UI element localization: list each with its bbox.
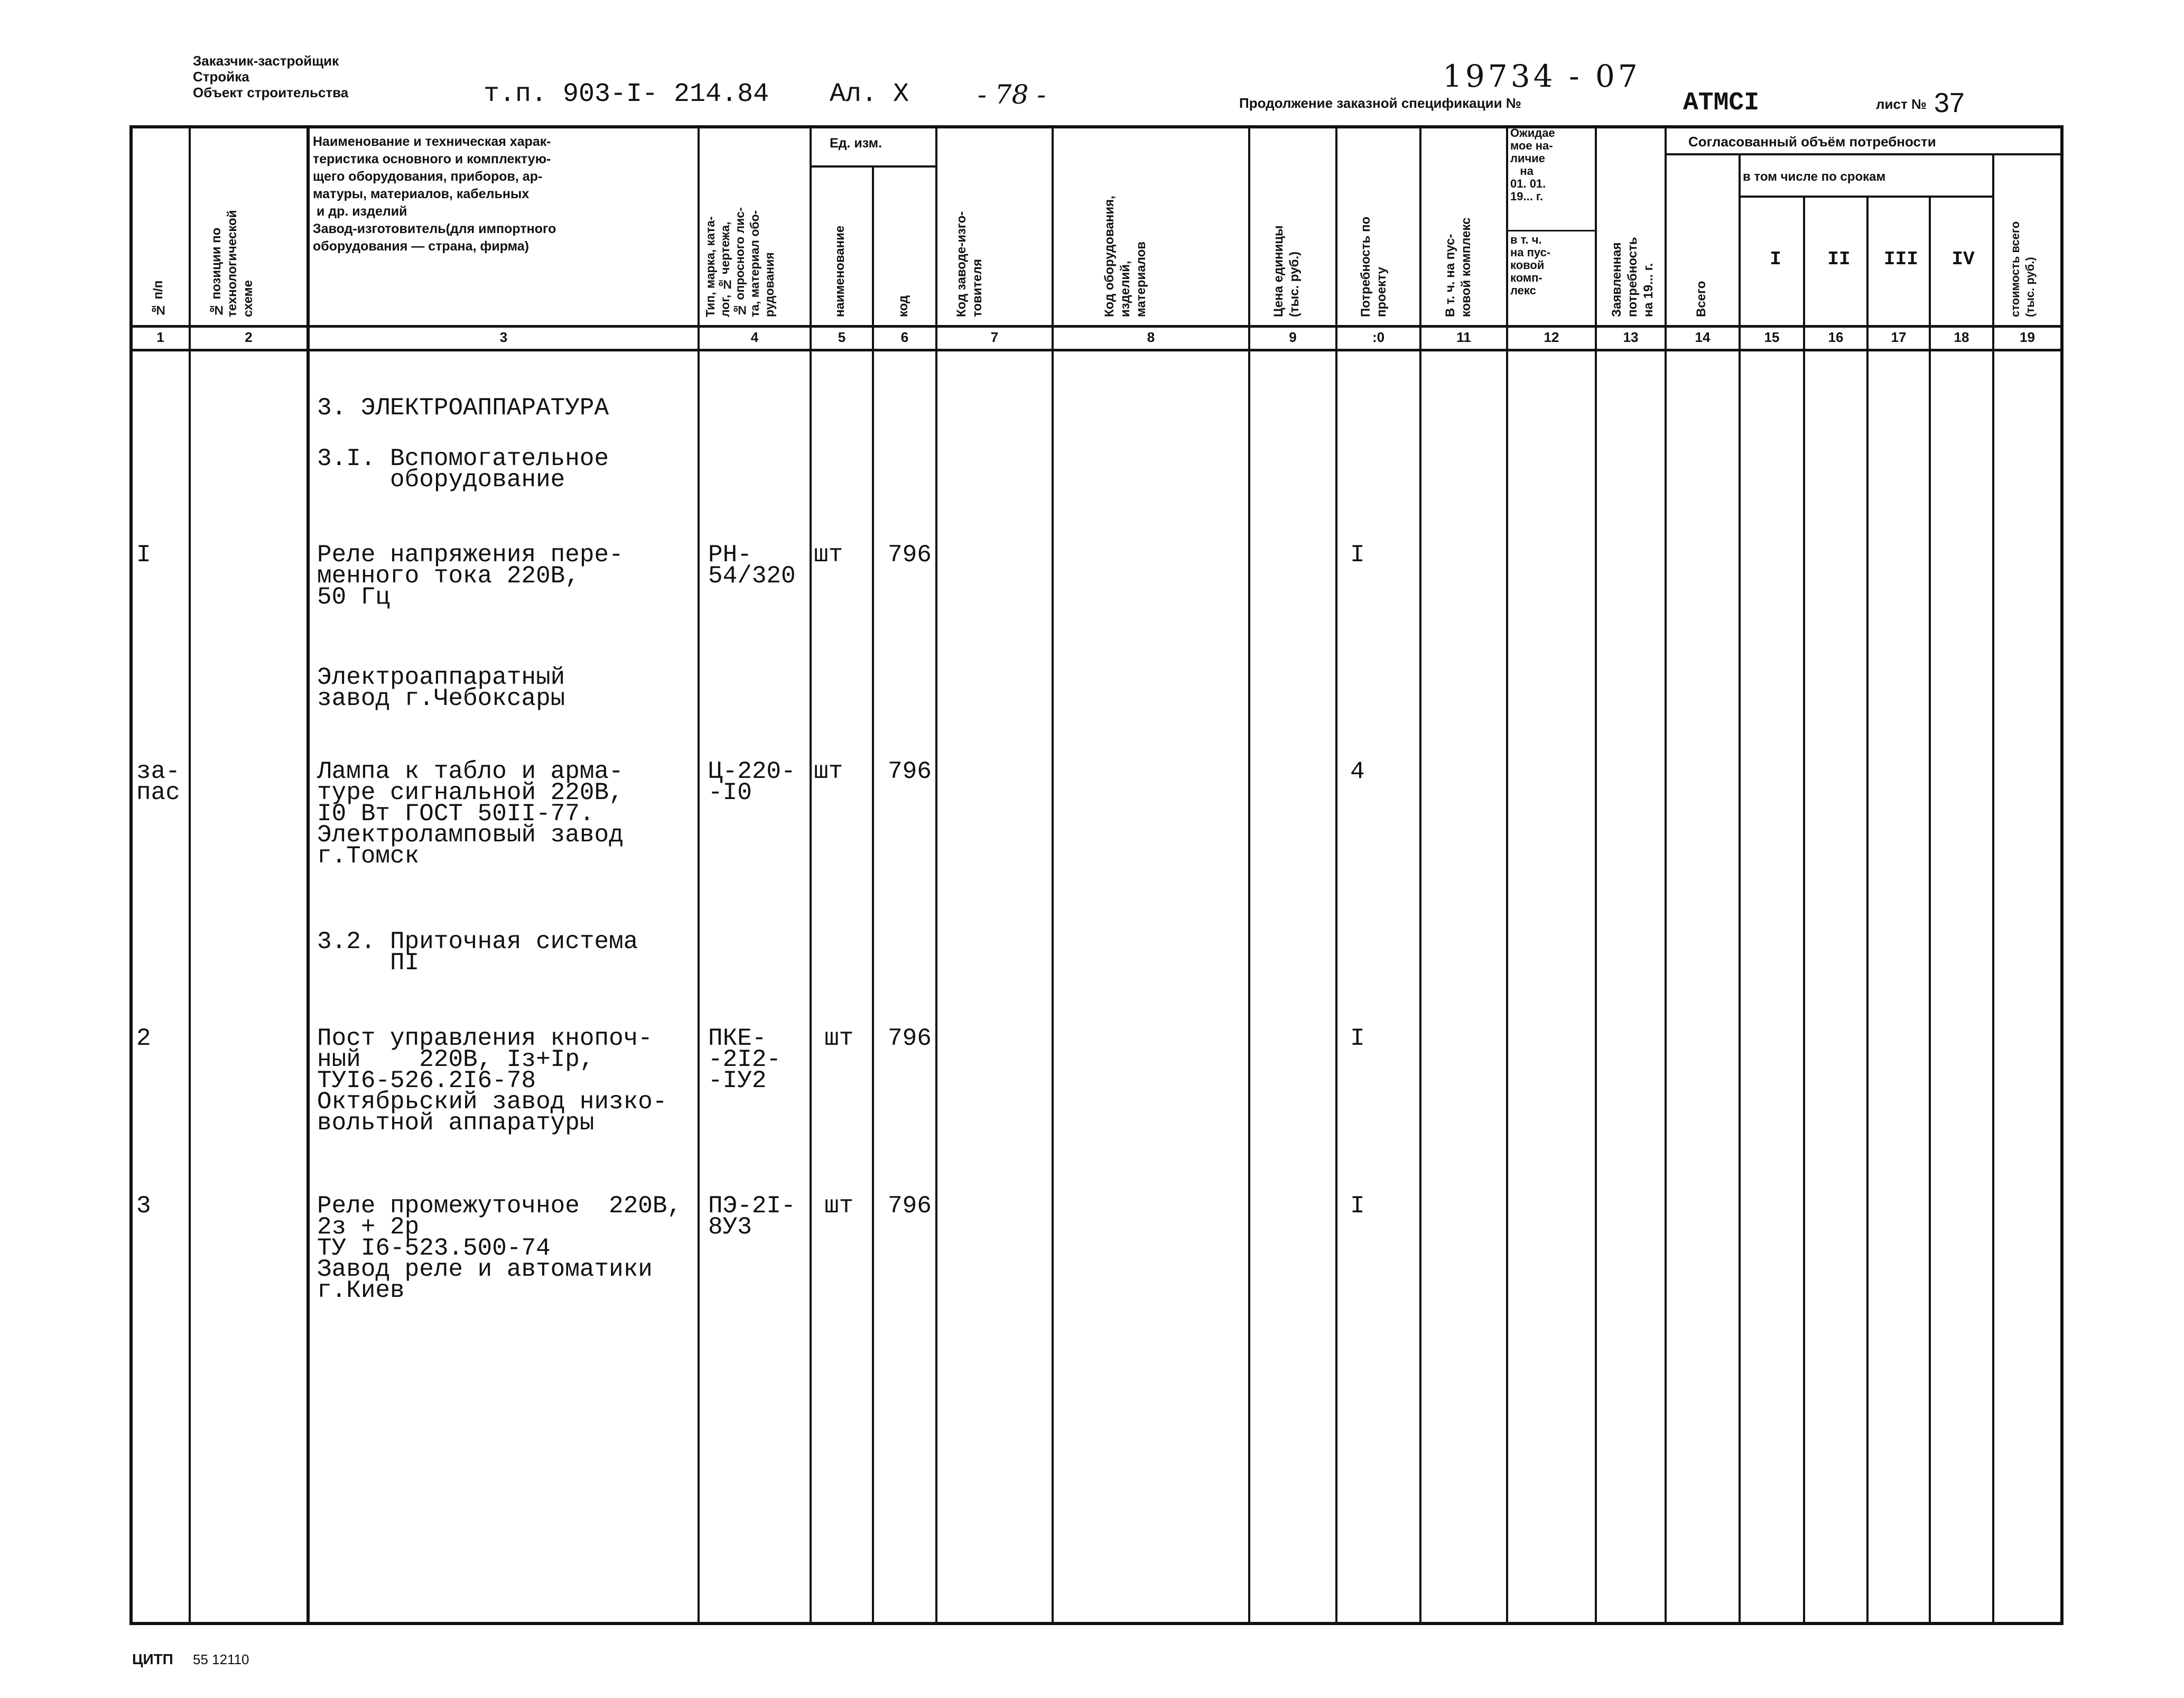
item-unit: шт <box>824 1192 854 1220</box>
col-number: 13 <box>1623 329 1639 345</box>
row-number: I <box>136 541 151 569</box>
term-group-line <box>1739 196 1993 198</box>
header-bottom-line <box>129 325 2064 328</box>
header-startup-complex: В т. ч. на пус- ковой комплекс <box>1443 217 1473 317</box>
col-sep <box>1052 125 1054 1625</box>
item-quantity: I <box>1350 1192 1365 1220</box>
col-number: 9 <box>1289 329 1297 345</box>
subsection-title: 3.2. Приточная система ПI <box>317 928 638 977</box>
header-name-description: Наименование и техническая харак- теристика основного и комплектую- щего оборудования, приборов, ар- матуры, материалов, кабельных и др. изделий Завод-изготовитель(для импортного оборудования — страна, фирма) <box>313 134 556 254</box>
spec-label: Продолжение заказной спецификации № <box>1239 95 1521 111</box>
sheet-label: лист № <box>1876 96 1927 112</box>
header-unit-group: Ед. изм. <box>830 136 882 151</box>
doc-number: 19734 - 07 <box>1443 58 1641 94</box>
table-top-border <box>129 125 2064 128</box>
col-number: 4 <box>750 329 759 345</box>
col-number: 14 <box>1695 329 1711 345</box>
item-unit-code: 796 <box>888 1192 932 1220</box>
item-unit: шт <box>814 541 843 569</box>
item-unit-code: 796 <box>888 1025 932 1052</box>
header-agreed-group: Согласованный объём потребности <box>1688 134 1936 150</box>
col-sep <box>189 125 191 1625</box>
header-plant-code: Код заводе-изго- товителя <box>954 211 984 317</box>
footer-org: ЦИТП <box>132 1651 173 1667</box>
item-name: Лампа к табло и арма- туре сигнальной 220В, I0 Вт ГОСТ 50II-77. Электроламповый завод г.Томск <box>317 758 624 870</box>
header-unit-code: код <box>896 295 910 317</box>
item-name: Реле промежуточное 220В, 2з + 2р ТУ I6-523.500-74 Завод реле и автоматики г.Киев <box>317 1192 682 1304</box>
col-number: 12 <box>1544 329 1559 345</box>
row-number: за- пас <box>136 758 180 806</box>
col-number: 1 <box>156 329 164 345</box>
col-sep <box>810 125 812 1625</box>
header-project-need: Потребность по проекту <box>1359 216 1389 317</box>
item-unit: шт <box>824 1025 854 1052</box>
col-sep <box>1803 196 1805 1625</box>
manufacturer-note: Электроаппаратный завод г.Чебоксары <box>317 664 565 712</box>
col-sep <box>1739 153 1741 1625</box>
c12-split-line <box>1506 230 1596 231</box>
col-number: 6 <box>900 329 909 345</box>
col-number: 18 <box>1954 329 1969 345</box>
col-sep <box>1992 153 1994 1625</box>
col-number: 5 <box>838 329 846 345</box>
item-type: ПКЕ- -2I2- -IУ2 <box>708 1025 782 1094</box>
col-sep <box>872 166 874 1625</box>
col-sep <box>1335 125 1337 1625</box>
header-row-number: № п/п <box>151 280 165 317</box>
col-number: 19 <box>2020 329 2035 345</box>
section-title: 3. ЭЛЕКТРОАППАРАТУРА <box>317 394 609 422</box>
col-sep <box>935 125 937 1625</box>
row-number: 3 <box>136 1192 151 1220</box>
item-unit-code: 796 <box>888 758 932 785</box>
number-row-line <box>129 349 2064 351</box>
col-sep <box>306 125 310 1625</box>
site-label: Стройка <box>193 69 249 85</box>
spec-number: ATMCI <box>1683 89 1760 117</box>
customer-label: Заказчик-застройщик <box>193 53 339 69</box>
unit-group-line <box>810 165 936 168</box>
item-quantity: I <box>1350 1025 1365 1052</box>
page-number: - 78 - <box>978 79 1046 110</box>
col-sep <box>1248 125 1250 1625</box>
col-sep <box>1419 125 1421 1625</box>
sheet-number: 37 <box>1934 88 1965 118</box>
item-name: Реле напряжения пере- менного тока 220В, 50 Гц <box>317 541 624 611</box>
table-bottom-border <box>129 1622 2064 1625</box>
col-sep <box>698 125 700 1625</box>
item-name: Пост управления кнопоч- ный 220В, Iз+Iр, ТУI6-526.2I6-78 Октябрьский завод низко- вольтной аппаратуры <box>317 1025 667 1137</box>
item-type: ПЭ-2I- 8У3 <box>708 1192 796 1241</box>
col-number: 11 <box>1456 329 1471 345</box>
col-sep <box>1595 125 1597 1625</box>
subsection-title: 3.I. Вспомогательное оборудование <box>317 445 609 494</box>
header-q2: II <box>1827 248 1851 270</box>
col-number: 16 <box>1828 329 1844 345</box>
col-sep <box>1506 125 1508 1625</box>
col-number: 3 <box>499 329 508 345</box>
item-unit: шт <box>814 758 843 785</box>
col-sep <box>1929 196 1931 1625</box>
col-sep <box>1665 125 1667 1625</box>
col-number: 8 <box>1147 329 1155 345</box>
album-number: Ал. X <box>830 79 909 109</box>
header-unit-price: Цена единицы (тыс. руб.) <box>1271 225 1302 317</box>
header-expected-startup: в т. ч. на пус- ковой комп- лекс <box>1510 233 1551 297</box>
header-expected-stock: Ожидае мое на- личие на 01. 01. 19... г. <box>1510 126 1555 203</box>
col-number: :0 <box>1372 329 1385 345</box>
agreed-group-line <box>1665 153 2062 155</box>
item-unit-code: 796 <box>888 541 932 569</box>
project-number: т.п. 903-I- 214.84 <box>484 79 769 109</box>
header-tech-position: № позиции по технологической схеме <box>209 210 255 317</box>
col-number: 17 <box>1891 329 1907 345</box>
header-unit-name: наименование <box>833 225 847 317</box>
header-total: Всего <box>1694 281 1708 317</box>
footer-code: 55 12110 <box>193 1651 249 1667</box>
header-type-mark: Тип, марка, ката- лог, № чертежа, № опросного лис- та, материал обо- рудования <box>703 207 776 317</box>
header-q3: III <box>1884 248 1918 270</box>
item-type: Ц-220- -I0 <box>708 758 796 806</box>
item-quantity: I <box>1350 541 1365 569</box>
item-quantity: 4 <box>1350 758 1365 785</box>
object-label: Объект строительства <box>193 85 349 100</box>
item-type: РН- 54/320 <box>708 541 796 590</box>
header-term-group: в том числе по срокам <box>1743 170 1886 184</box>
header-total-cost: стоимость всего (тыс. руб.) <box>2009 221 2037 317</box>
col-number: 2 <box>245 329 253 345</box>
header-declared-need: Заявленная потребность на 19... г. <box>1610 237 1656 317</box>
header-q4: IV <box>1951 248 1975 270</box>
header-q1: I <box>1770 248 1781 270</box>
col-number: 15 <box>1764 329 1780 345</box>
header-equipment-code: Код оборудования, изделий, материалов <box>1102 196 1148 317</box>
col-number: 7 <box>990 329 999 345</box>
row-number: 2 <box>136 1025 151 1052</box>
col-sep <box>1866 196 1869 1625</box>
